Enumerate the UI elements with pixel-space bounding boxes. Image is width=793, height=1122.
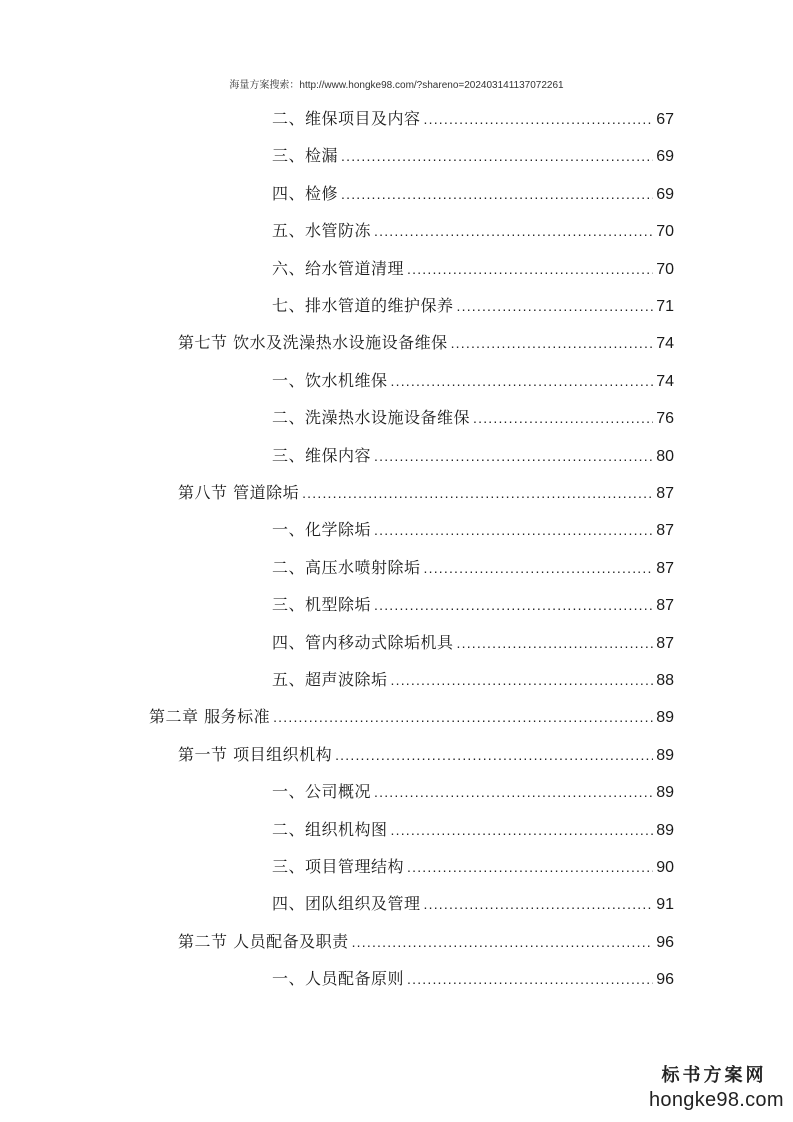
toc-entry-title: 二、组织机构图 <box>272 819 388 839</box>
toc-entry-title: 第一节 项目组织机构 <box>178 744 333 764</box>
toc-entry[interactable] <box>178 736 674 773</box>
toc-dot-leader <box>335 737 653 774</box>
toc-entry-title: 七、排水管道的维护保养 <box>272 296 454 315</box>
toc-entry[interactable] <box>272 624 674 661</box>
toc-entry-title: 五、超声波除垢 <box>272 670 388 689</box>
toc-entry-page-number: 90 <box>656 859 674 876</box>
toc-entry-title: 一、化学除垢 <box>272 520 372 540</box>
toc-dot-leader <box>302 475 653 512</box>
toc-dot-leader <box>407 849 653 886</box>
toc-dot-leader <box>374 438 653 475</box>
toc-entry-page-number: 69 <box>656 185 674 203</box>
toc-entry[interactable] <box>272 212 674 249</box>
toc-entry-page-number: 89 <box>656 709 674 727</box>
toc-entry-page-number: 88 <box>656 672 674 689</box>
toc-entry-title: 三、检漏 <box>272 146 339 166</box>
toc-entry-page-number: 74 <box>656 335 674 353</box>
logo-chinese-text: 标书方案网 <box>661 1065 767 1086</box>
toc-dot-leader <box>341 176 653 213</box>
toc-entry-title: 三、项目管理结构 <box>272 857 405 876</box>
toc-dot-leader <box>374 213 653 250</box>
toc-entry[interactable] <box>272 100 674 137</box>
toc-entry-title: 第八节 管道除垢 <box>178 483 300 502</box>
toc-dot-leader <box>457 625 654 662</box>
toc-entry[interactable] <box>272 848 674 885</box>
toc-dot-leader <box>374 774 653 811</box>
toc-entry[interactable] <box>272 437 674 474</box>
toc-dot-leader <box>273 699 653 736</box>
toc-entry-page-number: 87 <box>656 634 674 652</box>
toc-dot-leader <box>374 512 653 549</box>
toc-entry[interactable] <box>272 960 674 997</box>
toc-entry-title: 六、给水管道清理 <box>272 258 405 278</box>
toc-dot-leader <box>457 288 654 325</box>
toc-dot-leader <box>407 251 653 288</box>
toc-entry-title: 二、洗澡热水设施设备维保 <box>272 408 471 428</box>
toc-entry-title: 四、检修 <box>272 183 339 203</box>
toc-entry-page-number: 87 <box>656 559 674 577</box>
toc-entry-page-number: 69 <box>656 148 674 166</box>
toc-dot-leader <box>424 101 654 138</box>
toc-dot-leader <box>407 961 653 998</box>
toc-entry[interactable] <box>272 661 674 698</box>
toc-entry-title: 一、人员配备原则 <box>272 969 405 989</box>
toc-entry-page-number: 80 <box>656 447 674 465</box>
toc-entry-page-number: 89 <box>656 821 674 839</box>
toc-dot-leader <box>451 325 654 362</box>
toc-entry[interactable] <box>272 549 674 586</box>
toc-entry[interactable] <box>178 474 674 511</box>
toc-entry[interactable] <box>272 885 674 922</box>
toc-entry[interactable] <box>272 137 674 174</box>
toc-dot-leader <box>424 886 654 923</box>
toc-entry-page-number: 76 <box>656 410 674 428</box>
toc-entry-page-number: 89 <box>656 784 674 802</box>
logo-domain-text: hongke98.com <box>649 1089 784 1111</box>
toc-dot-leader <box>374 587 653 624</box>
toc-entry[interactable] <box>272 175 674 212</box>
toc-entry-title: 第二节 人员配备及职责 <box>178 931 349 951</box>
toc-entry[interactable] <box>272 586 674 623</box>
toc-entry[interactable] <box>272 399 674 436</box>
toc-entry[interactable] <box>149 698 674 735</box>
toc-entry-page-number: 74 <box>656 372 674 390</box>
page-header-url: 海量方案搜索：http://www.hongke98.com/?shareno=20240314113707226​1 <box>229 80 564 91</box>
toc-dot-leader <box>341 138 653 175</box>
toc-entry[interactable] <box>178 923 674 960</box>
toc-entry-page-number: 89 <box>656 746 674 764</box>
toc-dot-leader <box>391 662 654 699</box>
toc-entry-page-number: 70 <box>656 223 674 241</box>
toc-entry[interactable] <box>272 250 674 287</box>
toc-entry-title: 二、维保项目及内容 <box>272 109 421 128</box>
toc-entry[interactable] <box>178 324 674 361</box>
toc-entry-title: 五、水管防冻 <box>272 221 372 241</box>
toc-entry[interactable] <box>272 773 674 810</box>
toc-entry-title: 三、维保内容 <box>272 445 372 465</box>
toc-entry[interactable] <box>272 811 674 848</box>
toc-dot-leader <box>424 550 654 587</box>
toc-entry[interactable] <box>272 362 674 399</box>
toc-entry-title: 第七节 饮水及洗澡热水设施设备维保 <box>178 333 448 353</box>
toc-dot-leader <box>391 812 654 849</box>
toc-entry-title: 第二章 服务标准 <box>149 707 271 727</box>
site-logo <box>649 1061 784 1112</box>
toc-entry-page-number: 87 <box>656 522 674 540</box>
toc-dot-leader <box>391 363 654 400</box>
toc-entry-title: 一、公司概况 <box>272 782 372 802</box>
toc-entry-page-number: 87 <box>656 485 674 502</box>
toc-entry-title: 三、机型除垢 <box>272 595 372 615</box>
toc-entry-title: 二、高压水喷射除垢 <box>272 557 421 577</box>
toc-entry-page-number: 67 <box>656 111 674 128</box>
toc-entry-title: 四、团队组织及管理 <box>272 894 421 914</box>
toc-dot-leader <box>352 924 654 961</box>
toc-entry-page-number: 96 <box>656 971 674 989</box>
toc-dot-leader <box>473 400 653 437</box>
toc-entry-page-number: 91 <box>656 896 674 914</box>
toc-entry-title: 四、管内移动式除垢机具 <box>272 632 454 652</box>
toc-entry-page-number: 87 <box>656 597 674 615</box>
toc-entry-page-number: 70 <box>656 260 674 278</box>
toc-entry-title: 一、饮水机维保 <box>272 370 388 390</box>
toc-entry-page-number: 71 <box>656 298 674 315</box>
toc-entry-page-number: 96 <box>656 933 674 951</box>
toc-entry[interactable] <box>272 287 674 324</box>
toc-entry[interactable] <box>272 511 674 548</box>
